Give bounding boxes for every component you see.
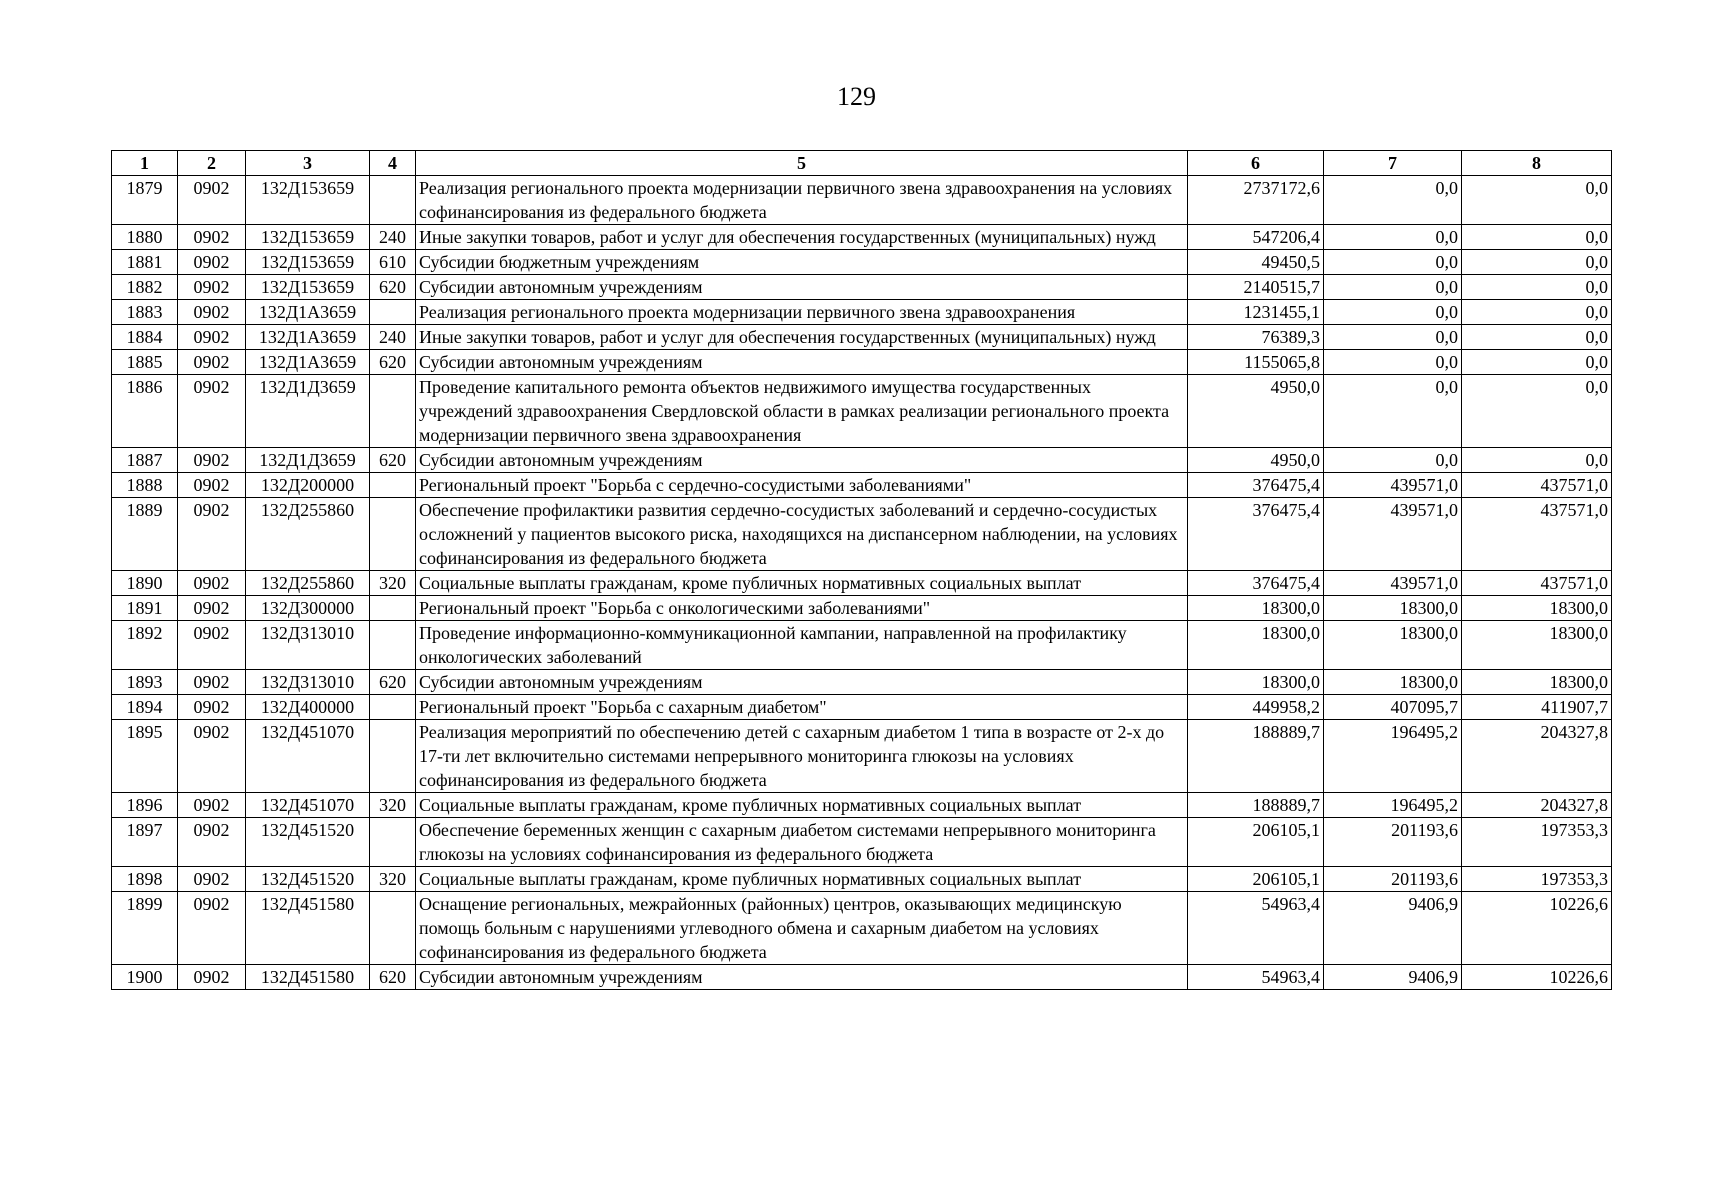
section-code-cell: 0902 — [178, 250, 246, 275]
row-number-cell: 1881 — [112, 250, 178, 275]
row-number-cell: 1892 — [112, 621, 178, 670]
section-code-cell: 0902 — [178, 818, 246, 867]
column-header: 2 — [178, 151, 246, 176]
expense-type-cell — [370, 720, 416, 793]
amount-col7-cell: 407095,7 — [1324, 695, 1462, 720]
row-number-cell: 1883 — [112, 300, 178, 325]
description-cell: Иные закупки товаров, работ и услуг для обеспечения государственных (муниципальных) нужд — [416, 325, 1188, 350]
amount-col6-cell: 4950,0 — [1188, 448, 1324, 473]
row-number-cell: 1879 — [112, 176, 178, 225]
target-article-cell: 132Д451070 — [246, 720, 370, 793]
target-article-cell: 132Д451580 — [246, 965, 370, 990]
amount-col6-cell: 18300,0 — [1188, 621, 1324, 670]
expense-type-cell — [370, 473, 416, 498]
row-number-cell: 1884 — [112, 325, 178, 350]
amount-col8-cell: 411907,7 — [1462, 695, 1612, 720]
expense-type-cell: 620 — [370, 350, 416, 375]
amount-col6-cell: 1155065,8 — [1188, 350, 1324, 375]
expense-type-cell: 620 — [370, 448, 416, 473]
description-cell: Субсидии автономным учреждениям — [416, 448, 1188, 473]
expense-type-cell — [370, 300, 416, 325]
column-header: 7 — [1324, 151, 1462, 176]
section-code-cell: 0902 — [178, 720, 246, 793]
amount-col8-cell: 437571,0 — [1462, 571, 1612, 596]
description-cell: Обеспечение профилактики развития сердечно-сосудистых заболеваний и сердечно-сосудистых осложнений у пациентов высокого риска, находящихся на диспансерном наблюдении, на условиях софинансирования из федерального бюджета — [416, 498, 1188, 571]
amount-col7-cell: 201193,6 — [1324, 867, 1462, 892]
target-article-cell: 132Д400000 — [246, 695, 370, 720]
amount-col6-cell: 49450,5 — [1188, 250, 1324, 275]
amount-col7-cell: 18300,0 — [1324, 596, 1462, 621]
expense-type-cell — [370, 621, 416, 670]
target-article-cell: 132Д313010 — [246, 670, 370, 695]
description-cell: Социальные выплаты гражданам, кроме публичных нормативных социальных выплат — [416, 571, 1188, 596]
expense-type-cell — [370, 176, 416, 225]
amount-col7-cell: 201193,6 — [1324, 818, 1462, 867]
amount-col6-cell: 376475,4 — [1188, 498, 1324, 571]
column-header: 6 — [1188, 151, 1324, 176]
target-article-cell: 132Д1Д3659 — [246, 448, 370, 473]
column-header: 1 — [112, 151, 178, 176]
amount-col6-cell: 54963,4 — [1188, 965, 1324, 990]
table-row — [112, 596, 1612, 621]
section-code-cell: 0902 — [178, 596, 246, 621]
target-article-cell: 132Д451520 — [246, 867, 370, 892]
table-row — [112, 225, 1612, 250]
amount-col6-cell: 18300,0 — [1188, 670, 1324, 695]
description-cell: Субсидии автономным учреждениям — [416, 275, 1188, 300]
amount-col8-cell: 18300,0 — [1462, 670, 1612, 695]
amount-col8-cell: 0,0 — [1462, 225, 1612, 250]
section-code-cell: 0902 — [178, 695, 246, 720]
amount-col7-cell: 0,0 — [1324, 448, 1462, 473]
section-code-cell: 0902 — [178, 176, 246, 225]
target-article-cell: 132Д153659 — [246, 225, 370, 250]
target-article-cell: 132Д153659 — [246, 250, 370, 275]
amount-col8-cell: 437571,0 — [1462, 498, 1612, 571]
section-code-cell: 0902 — [178, 350, 246, 375]
table-row — [112, 818, 1612, 867]
expense-type-cell — [370, 498, 416, 571]
description-cell: Субсидии автономным учреждениям — [416, 965, 1188, 990]
description-cell: Реализация регионального проекта модернизации первичного звена здравоохранения — [416, 300, 1188, 325]
target-article-cell: 132Д255860 — [246, 498, 370, 571]
section-code-cell: 0902 — [178, 225, 246, 250]
amount-col7-cell: 0,0 — [1324, 225, 1462, 250]
amount-col7-cell: 0,0 — [1324, 176, 1462, 225]
amount-col6-cell: 2140515,7 — [1188, 275, 1324, 300]
amount-col6-cell: 547206,4 — [1188, 225, 1324, 250]
row-number-cell: 1885 — [112, 350, 178, 375]
amount-col6-cell: 2737172,6 — [1188, 176, 1324, 225]
row-number-cell: 1880 — [112, 225, 178, 250]
amount-col8-cell: 18300,0 — [1462, 621, 1612, 670]
target-article-cell: 132Д1А3659 — [246, 325, 370, 350]
description-cell: Реализация регионального проекта модернизации первичного звена здравоохранения на условиях софинансирования из федерального бюджета — [416, 176, 1188, 225]
table-row — [112, 720, 1612, 793]
amount-col6-cell: 449958,2 — [1188, 695, 1324, 720]
amount-col6-cell: 76389,3 — [1188, 325, 1324, 350]
section-code-cell: 0902 — [178, 275, 246, 300]
row-number-cell: 1900 — [112, 965, 178, 990]
table-row — [112, 965, 1612, 990]
expense-type-cell: 620 — [370, 670, 416, 695]
amount-col8-cell: 437571,0 — [1462, 473, 1612, 498]
target-article-cell: 132Д1А3659 — [246, 350, 370, 375]
amount-col7-cell: 196495,2 — [1324, 793, 1462, 818]
section-code-cell: 0902 — [178, 892, 246, 965]
target-article-cell: 132Д153659 — [246, 275, 370, 300]
amount-col7-cell: 0,0 — [1324, 375, 1462, 448]
section-code-cell: 0902 — [178, 965, 246, 990]
row-number-cell: 1887 — [112, 448, 178, 473]
expense-type-cell: 320 — [370, 571, 416, 596]
description-cell: Проведение информационно-коммуникационной кампании, направленной на профилактику онкологических заболеваний — [416, 621, 1188, 670]
table-row — [112, 695, 1612, 720]
amount-col8-cell: 0,0 — [1462, 176, 1612, 225]
row-number-cell: 1889 — [112, 498, 178, 571]
amount-col8-cell: 0,0 — [1462, 375, 1612, 448]
row-number-cell: 1891 — [112, 596, 178, 621]
amount-col8-cell: 0,0 — [1462, 250, 1612, 275]
amount-col6-cell: 4950,0 — [1188, 375, 1324, 448]
table-row — [112, 325, 1612, 350]
row-number-cell: 1897 — [112, 818, 178, 867]
amount-col8-cell: 10226,6 — [1462, 892, 1612, 965]
table-row — [112, 793, 1612, 818]
expense-type-cell: 620 — [370, 965, 416, 990]
amount-col6-cell: 206105,1 — [1188, 867, 1324, 892]
target-article-cell: 132Д313010 — [246, 621, 370, 670]
expense-type-cell: 620 — [370, 275, 416, 300]
section-code-cell: 0902 — [178, 300, 246, 325]
section-code-cell: 0902 — [178, 571, 246, 596]
description-cell: Региональный проект "Борьба с сахарным диабетом" — [416, 695, 1188, 720]
table-row — [112, 473, 1612, 498]
amount-col8-cell: 0,0 — [1462, 325, 1612, 350]
target-article-cell: 132Д300000 — [246, 596, 370, 621]
amount-col7-cell: 196495,2 — [1324, 720, 1462, 793]
description-cell: Субсидии автономным учреждениям — [416, 670, 1188, 695]
row-number-cell: 1894 — [112, 695, 178, 720]
section-code-cell: 0902 — [178, 621, 246, 670]
amount-col7-cell: 0,0 — [1324, 300, 1462, 325]
target-article-cell: 132Д451580 — [246, 892, 370, 965]
expense-type-cell: 320 — [370, 867, 416, 892]
table-row — [112, 375, 1612, 448]
amount-col7-cell: 9406,9 — [1324, 965, 1462, 990]
expense-type-cell: 320 — [370, 793, 416, 818]
table-row — [112, 892, 1612, 965]
amount-col7-cell: 18300,0 — [1324, 670, 1462, 695]
amount-col8-cell: 18300,0 — [1462, 596, 1612, 621]
amount-col8-cell: 0,0 — [1462, 448, 1612, 473]
target-article-cell: 132Д451520 — [246, 818, 370, 867]
target-article-cell: 132Д255860 — [246, 571, 370, 596]
amount-col6-cell: 54963,4 — [1188, 892, 1324, 965]
description-cell: Социальные выплаты гражданам, кроме публичных нормативных социальных выплат — [416, 867, 1188, 892]
table-row — [112, 571, 1612, 596]
column-header: 3 — [246, 151, 370, 176]
section-code-cell: 0902 — [178, 867, 246, 892]
table-row — [112, 250, 1612, 275]
table-row — [112, 275, 1612, 300]
target-article-cell: 132Д200000 — [246, 473, 370, 498]
target-article-cell: 132Д1Д3659 — [246, 375, 370, 448]
amount-col6-cell: 18300,0 — [1188, 596, 1324, 621]
expense-type-cell: 240 — [370, 325, 416, 350]
amount-col8-cell: 0,0 — [1462, 350, 1612, 375]
expense-type-cell — [370, 818, 416, 867]
target-article-cell: 132Д451070 — [246, 793, 370, 818]
row-number-cell: 1888 — [112, 473, 178, 498]
table-body — [112, 176, 1612, 990]
amount-col7-cell: 18300,0 — [1324, 621, 1462, 670]
amount-col7-cell: 0,0 — [1324, 325, 1462, 350]
table-row — [112, 350, 1612, 375]
description-cell: Субсидии бюджетным учреждениям — [416, 250, 1188, 275]
amount-col8-cell: 197353,3 — [1462, 867, 1612, 892]
amount-col8-cell: 10226,6 — [1462, 965, 1612, 990]
page-number: 129 — [837, 82, 876, 111]
amount-col7-cell: 439571,0 — [1324, 571, 1462, 596]
table-row — [112, 867, 1612, 892]
row-number-cell: 1893 — [112, 670, 178, 695]
column-header: 4 — [370, 151, 416, 176]
amount-col7-cell: 9406,9 — [1324, 892, 1462, 965]
amount-col6-cell: 1231455,1 — [1188, 300, 1324, 325]
amount-col8-cell: 0,0 — [1462, 275, 1612, 300]
target-article-cell: 132Д153659 — [246, 176, 370, 225]
description-cell: Обеспечение беременных женщин с сахарным диабетом системами непрерывного мониторинга глюкозы на условиях софинансирования из федерального бюджета — [416, 818, 1188, 867]
amount-col8-cell: 204327,8 — [1462, 720, 1612, 793]
amount-col7-cell: 0,0 — [1324, 350, 1462, 375]
expense-type-cell: 240 — [370, 225, 416, 250]
row-number-cell: 1898 — [112, 867, 178, 892]
table-row — [112, 176, 1612, 225]
amount-col6-cell: 188889,7 — [1188, 720, 1324, 793]
section-code-cell: 0902 — [178, 498, 246, 571]
row-number-cell: 1895 — [112, 720, 178, 793]
section-code-cell: 0902 — [178, 670, 246, 695]
description-cell: Субсидии автономным учреждениям — [416, 350, 1188, 375]
table-row — [112, 670, 1612, 695]
amount-col7-cell: 0,0 — [1324, 275, 1462, 300]
amount-col7-cell: 439571,0 — [1324, 498, 1462, 571]
amount-col6-cell: 206105,1 — [1188, 818, 1324, 867]
amount-col7-cell: 0,0 — [1324, 250, 1462, 275]
description-cell: Региональный проект "Борьба с сердечно-сосудистыми заболеваниями" — [416, 473, 1188, 498]
expense-type-cell — [370, 596, 416, 621]
expense-type-cell — [370, 695, 416, 720]
column-header: 5 — [416, 151, 1188, 176]
description-cell: Социальные выплаты гражданам, кроме публичных нормативных социальных выплат — [416, 793, 1188, 818]
budget-table — [111, 150, 1612, 990]
description-cell: Оснащение региональных, межрайонных (районных) центров, оказывающих медицинскую помощь больным с нарушениями углеводного обмена и сахарным диабетом на условиях софинансирования из федерального бюджета — [416, 892, 1188, 965]
section-code-cell: 0902 — [178, 448, 246, 473]
amount-col7-cell: 439571,0 — [1324, 473, 1462, 498]
section-code-cell: 0902 — [178, 375, 246, 448]
description-cell: Иные закупки товаров, работ и услуг для обеспечения государственных (муниципальных) нужд — [416, 225, 1188, 250]
expense-type-cell — [370, 375, 416, 448]
header-row — [112, 151, 1612, 176]
amount-col8-cell: 197353,3 — [1462, 818, 1612, 867]
expense-type-cell: 610 — [370, 250, 416, 275]
section-code-cell: 0902 — [178, 325, 246, 350]
amount-col6-cell: 188889,7 — [1188, 793, 1324, 818]
expense-type-cell — [370, 892, 416, 965]
amount-col6-cell: 376475,4 — [1188, 571, 1324, 596]
table-row — [112, 300, 1612, 325]
description-cell: Реализация мероприятий по обеспечению детей с сахарным диабетом 1 типа в возрасте от 2-х до 17-ти лет включительно системами непрерывного мониторинга глюкозы на условиях софинансирования из федерального бюджета — [416, 720, 1188, 793]
table-row — [112, 498, 1612, 571]
section-code-cell: 0902 — [178, 793, 246, 818]
description-cell: Проведение капитального ремонта объектов недвижимого имущества государственных учреждений здравоохранения Свердловской области в рамках реализации регионального проекта модернизации первичного звена здравоохранения — [416, 375, 1188, 448]
row-number-cell: 1899 — [112, 892, 178, 965]
table-row — [112, 621, 1612, 670]
table-row — [112, 448, 1612, 473]
row-number-cell: 1882 — [112, 275, 178, 300]
amount-col6-cell: 376475,4 — [1188, 473, 1324, 498]
row-number-cell: 1886 — [112, 375, 178, 448]
description-cell: Региональный проект "Борьба с онкологическими заболеваниями" — [416, 596, 1188, 621]
section-code-cell: 0902 — [178, 473, 246, 498]
row-number-cell: 1896 — [112, 793, 178, 818]
row-number-cell: 1890 — [112, 571, 178, 596]
amount-col8-cell: 204327,8 — [1462, 793, 1612, 818]
column-header: 8 — [1462, 151, 1612, 176]
target-article-cell: 132Д1А3659 — [246, 300, 370, 325]
amount-col8-cell: 0,0 — [1462, 300, 1612, 325]
